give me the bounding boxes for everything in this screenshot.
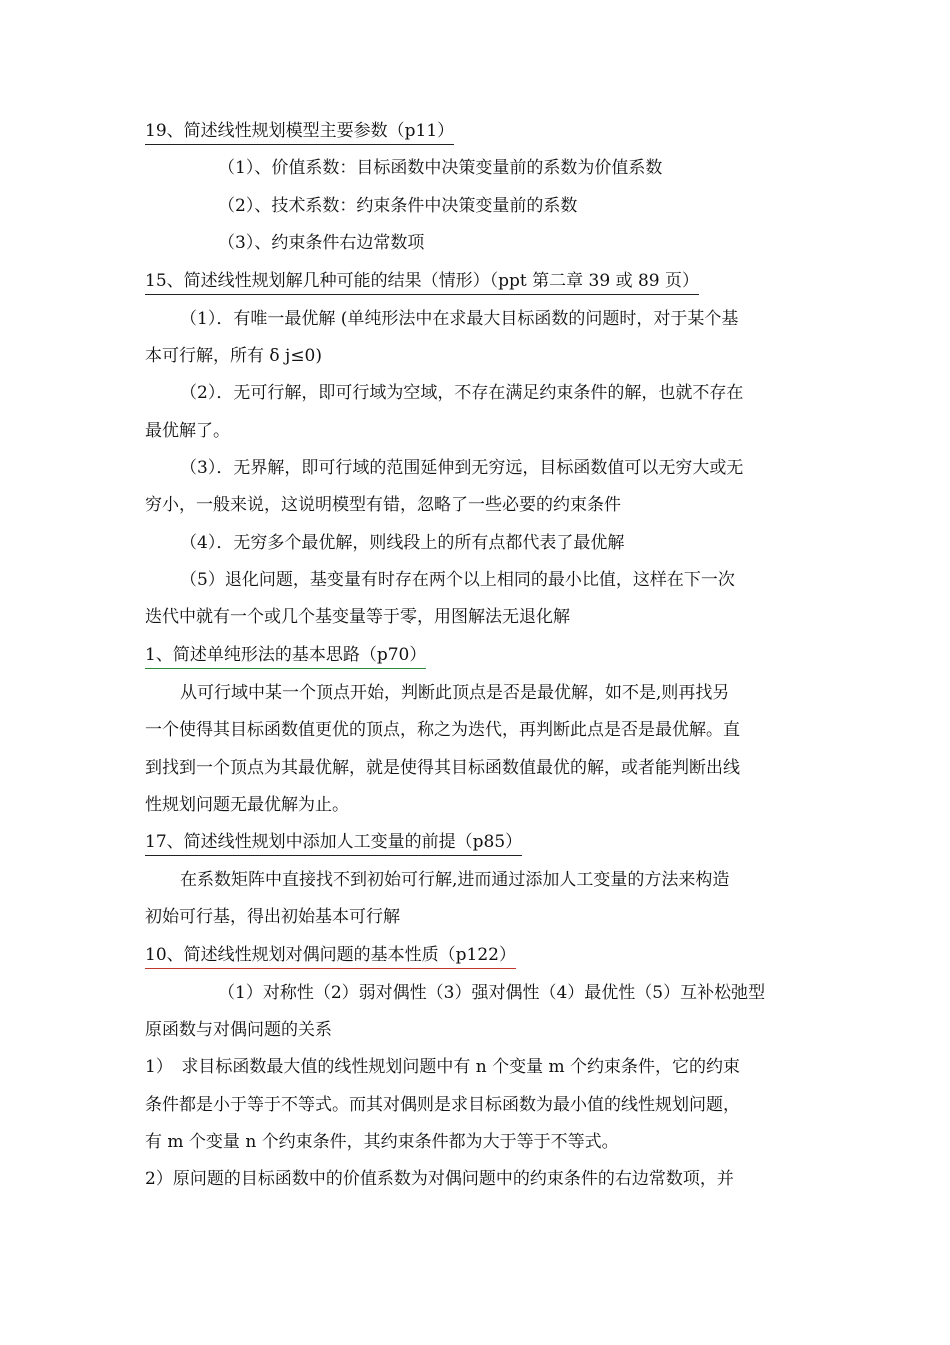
- paragraph-line: （2）、技术系数：约束条件中决策变量前的系数: [218, 196, 578, 216]
- paragraph-line: 本可行解，所有 δ j≤0): [145, 346, 323, 366]
- section-heading-19: 19、简述线性规划模型主要参数（p11）: [145, 120, 454, 145]
- section-heading-17: 17、简述线性规划中添加人工变量的前提（p85）: [145, 831, 522, 856]
- paragraph-line: 从可行域中某一个顶点开始，判断此顶点是否是最优解，如不是,则再找另: [180, 683, 730, 703]
- paragraph-line: 1） 求目标函数最大值的线性规划问题中有 n 个变量 m 个约束条件，它的约束: [145, 1057, 740, 1077]
- paragraph-line: 到找到一个顶点为其最优解，就是使得其目标函数值最优的解，或者能判断出线: [145, 758, 740, 778]
- section-heading-15: 15、简述线性规划解几种可能的结果（情形）（ppt 第二章 39 或 89 页）: [145, 270, 699, 295]
- paragraph-line: 性规划问题无最优解为止。: [145, 795, 349, 815]
- paragraph-line: （1）对称性（2）弱对偶性（3）强对偶性（4）最优性（5）互补松弛型: [218, 983, 766, 1003]
- paragraph-line: （1）．有唯一最优解 (单纯形法中在求最大目标函数的问题时，对于某个基: [180, 309, 739, 329]
- heading-row-15: [145, 270, 825, 295]
- heading-row-19: [145, 120, 825, 145]
- paragraph-line: 一个使得其目标函数值更优的顶点，称之为迭代，再判断此点是否是最优解。直: [145, 720, 740, 740]
- section-heading-10: 10、简述线性规划对偶问题的基本性质（p122）: [145, 944, 516, 969]
- heading-row-10: [145, 944, 825, 969]
- paragraph-line: 初始可行基，得出初始基本可行解: [145, 907, 400, 927]
- paragraph-line: （3）、约束条件右边常数项: [218, 233, 425, 253]
- paragraph-line: （4）．无穷多个最优解，则线段上的所有点都代表了最优解: [180, 533, 625, 553]
- paragraph-line: （5）退化问题，基变量有时存在两个以上相同的最小比值，这样在下一次: [180, 570, 735, 590]
- heading-row-1: [145, 644, 825, 669]
- paragraph-line: 条件都是小于等于不等式。而其对偶则是求目标函数为最小值的线性规划问题，: [145, 1095, 740, 1115]
- section-heading-1: 1、简述单纯形法的基本思路（p70）: [145, 644, 426, 669]
- paragraph-line: 迭代中就有一个或几个基变量等于零，用图解法无退化解: [145, 607, 570, 627]
- paragraph-line: （2）．无可行解，即可行域为空域，不存在满足约束条件的解，也就不存在: [180, 383, 744, 403]
- paragraph-line: （3）．无界解，即可行域的范围延伸到无穷远，目标函数值可以无穷大或无: [180, 458, 744, 478]
- paragraph-line: 原函数与对偶问题的关系: [145, 1020, 332, 1040]
- paragraph-line: 2）原问题的目标函数中的价值系数为对偶问题中的约束条件的右边常数项，并: [145, 1169, 734, 1189]
- paragraph-line: （1）、价值系数：目标函数中决策变量前的系数为价值系数: [218, 158, 663, 178]
- paragraph-line: 穷小，一般来说，这说明模型有错，忽略了一些必要的约束条件: [145, 495, 621, 515]
- paragraph-line: 在系数矩阵中直接找不到初始可行解,进而通过添加人工变量的方法来构造: [180, 870, 730, 890]
- paragraph-line: 有 m 个变量 n 个约束条件，其约束条件都为大于等于不等式。: [145, 1132, 619, 1152]
- heading-row-17: [145, 831, 825, 856]
- paragraph-line: 最优解了。: [145, 421, 230, 441]
